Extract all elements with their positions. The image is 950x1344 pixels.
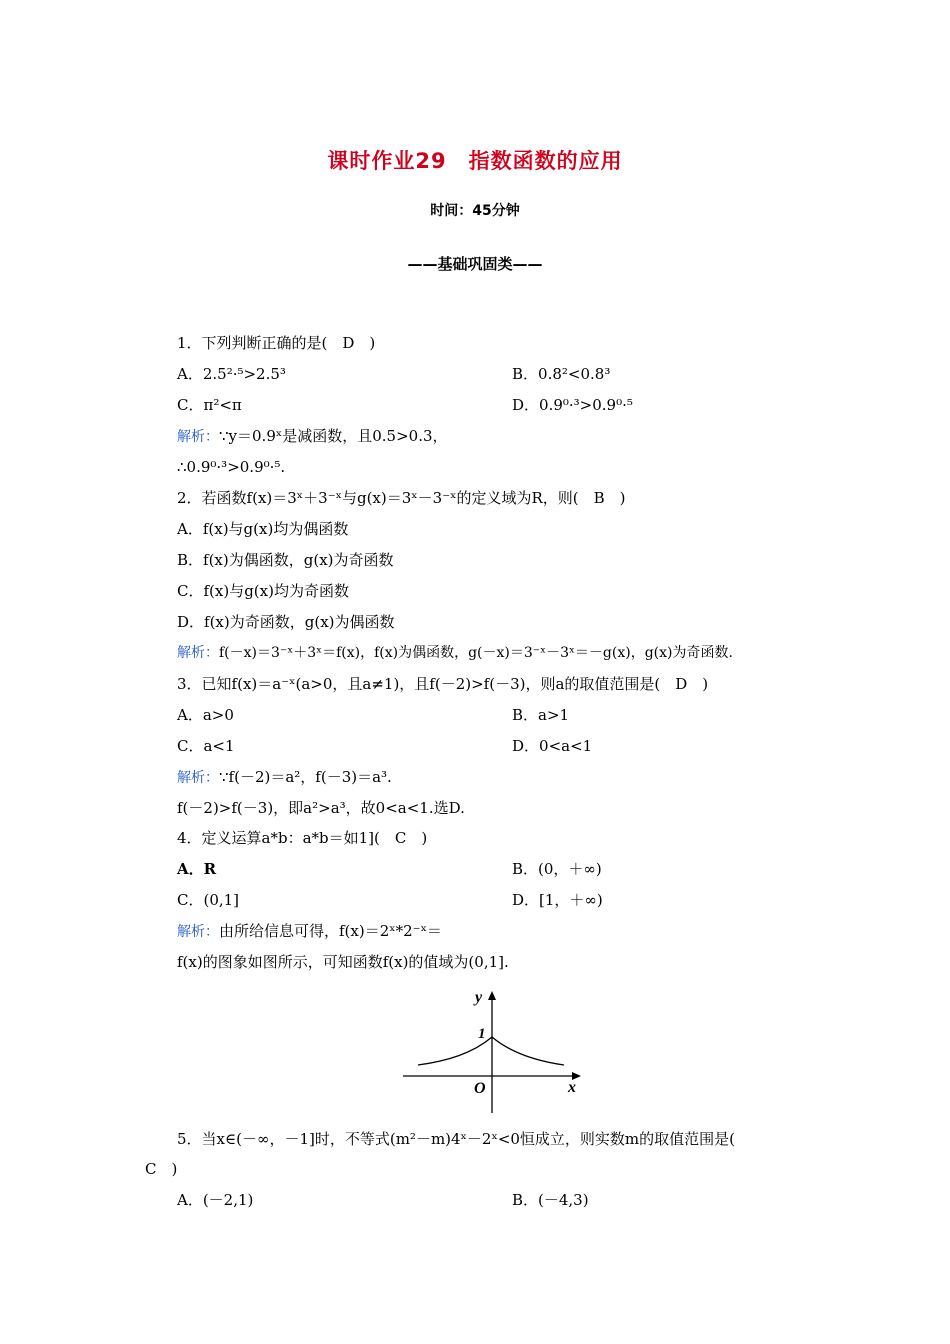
question-4: 4．定义运算a*b：a*b＝如1]( C ) <box>177 829 428 847</box>
q1-option-c: C．π²<π <box>177 396 242 414</box>
q1-solution <box>177 426 448 447</box>
page-title: 课时作业29 指数函数的应用 <box>327 149 623 173</box>
q4-option-b: B．(0，＋∞) <box>512 860 602 878</box>
q4-option-a: A．R <box>177 860 217 878</box>
q5-option-b: B．(－4,3) <box>512 1191 589 1209</box>
one-label: 1 <box>478 1026 486 1042</box>
q3-option-d: D．0<a<1 <box>512 737 593 755</box>
q3-option-b: B．a>1 <box>512 706 570 724</box>
solution-label: 解析： <box>177 770 219 786</box>
solution-label: 解析： <box>177 645 219 661</box>
q3-option-a: A．a>0 <box>177 706 234 724</box>
q2-option-a: A．f(x)与g(x)均为偶函数 <box>177 520 349 538</box>
q3-solution <box>177 767 392 788</box>
q1-solution-text: ∵y＝0.9ˣ是减函数，且0.5>0.3， <box>219 427 448 445</box>
q5-option-a: A．(－2,1) <box>177 1191 254 1209</box>
q4-option-c: C．(0,1] <box>177 891 240 909</box>
q2-option-c: C．f(x)与g(x)均为奇函数 <box>177 582 349 600</box>
x-axis-label: x <box>568 1079 576 1096</box>
time-limit: 时间：45分钟 <box>430 203 520 219</box>
function-graph <box>398 985 588 1120</box>
q4-option-d: D．[1，＋∞) <box>512 891 603 909</box>
q2-solution <box>177 643 733 663</box>
question-5-answer: C ) <box>145 1160 178 1178</box>
curve-right <box>492 1037 564 1065</box>
question-2: 2．若函数f(x)＝3ˣ＋3⁻ˣ与g(x)＝3ˣ－3⁻ˣ的定义域为R，则( B ) <box>177 489 626 507</box>
origin-label: O <box>474 1080 486 1097</box>
q3-solution-text: ∵f(－2)＝a²，f(－3)＝a³. <box>219 768 392 786</box>
q4-solution-text: 由所给信息可得，f(x)＝2ˣ*2⁻ˣ＝ <box>219 922 442 940</box>
y-axis-label: y <box>475 989 483 1006</box>
solution-label: 解析： <box>177 429 219 445</box>
q3-solution-conclusion: f(－2)>f(－3)，即a²>a³，故0<a<1.选D. <box>177 799 465 817</box>
question-5: 5．当x∈(－∞，－1]时，不等式(m²－m)4ˣ－2ˣ<0恒成立，则实数m的取值范围是( <box>177 1130 736 1148</box>
q1-solution-conclusion: ∴0.9⁰·³>0.9⁰·⁵. <box>177 458 286 476</box>
q2-option-d: D．f(x)为奇函数，g(x)为偶函数 <box>177 613 395 631</box>
q1-option-b: B．0.8²<0.8³ <box>512 365 611 383</box>
q4-solution <box>177 921 442 942</box>
q1-option-a: A．2.5²·⁵>2.5³ <box>177 365 286 383</box>
q2-solution-text: f(－x)＝3⁻ˣ＋3ˣ＝f(x)，f(x)为偶函数，g(－x)＝3⁻ˣ－3ˣ＝－g(x)，g(x)为奇函数. <box>219 645 733 661</box>
q2-option-b: B．f(x)为偶函数，g(x)为奇函数 <box>177 551 394 569</box>
q4-solution-conclusion: f(x)的图象如图所示，可知函数f(x)的值域为(0,1]. <box>177 953 509 971</box>
question-1: 1．下列判断正确的是( D ) <box>177 334 376 352</box>
q3-option-c: C．a<1 <box>177 737 235 755</box>
y-axis-arrow <box>488 991 496 1000</box>
q1-option-d: D．0.9⁰·³>0.9⁰·⁵ <box>512 396 633 414</box>
question-3: 3．已知f(x)＝a⁻ˣ(a>0，且a≠1)，且f(－2)>f(－3)，则a的取值范围是( D ) <box>177 675 709 693</box>
solution-label: 解析： <box>177 924 219 940</box>
section-heading: ——基础巩固类—— <box>407 255 543 273</box>
